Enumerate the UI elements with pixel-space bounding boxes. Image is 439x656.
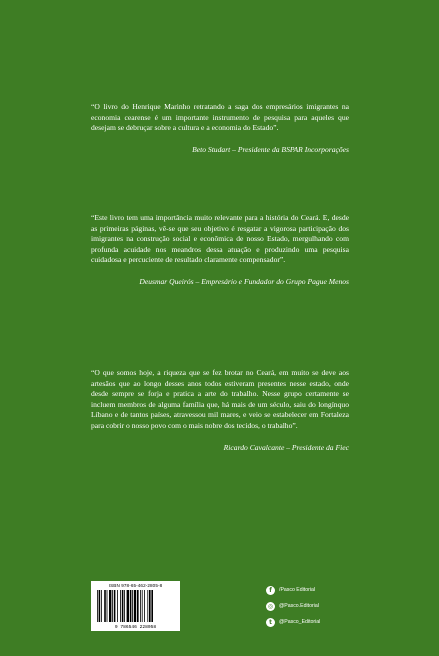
barcode-bar [132, 590, 133, 622]
barcode-bar [124, 590, 125, 622]
instagram-icon: ◎ [267, 602, 274, 610]
social-item-instagram[interactable] [266, 598, 366, 614]
testimonial-author: Deusmar Queirós – Empresário e Fundador do Grupo Pague Menos [139, 276, 349, 286]
social-item-facebook[interactable] [266, 582, 366, 598]
barcode-bar [107, 590, 108, 622]
testimonial-quote: “O que somos hoje, a riqueza que se fez brotar no Ceará, em muito se deve aos artesãos que ao longo desses anos todos estiveram presentes nesse estado, onde desde sempre se forja e pratica a arte do trabalho. Nesse grupo certamente se incluem membros de alguma família que, há mais de um século, saiu do longínquo Líbano e de tantos países, atravessou mil mares, e veio se estabelecer em Fortaleza para cobrir o nosso povo com o mais nobre dos tecidos, o trabalho”. [91, 368, 349, 430]
testimonial-1 [91, 102, 349, 155]
barcode-bar [137, 590, 139, 622]
barcode-digits: 9 786546 228058 [114, 625, 157, 630]
testimonial-author: Beto Studart – Presidente da BSPAR Incorporações [192, 144, 349, 154]
barcode-bar [140, 590, 141, 622]
barcode-bar [142, 590, 143, 622]
twitter-icon: t [266, 618, 275, 627]
social-item-twitter[interactable] [266, 614, 366, 630]
barcode-bar [149, 590, 151, 622]
barcode-bar [109, 590, 111, 622]
barcode-bar [99, 590, 101, 622]
barcode-bar [134, 590, 136, 622]
barcode-bar [104, 590, 106, 622]
barcode-bar [127, 590, 129, 622]
testimonial-2 [91, 213, 349, 288]
social-label: /Pasco Editorial [279, 587, 316, 593]
barcode-bar [97, 590, 98, 622]
social-label: @Pasco.Editorial [279, 603, 319, 609]
facebook-icon: f [266, 586, 275, 595]
isbn-barcode [91, 581, 180, 631]
testimonial-3 [91, 368, 349, 453]
isbn-label: ISBN 978-65-462-2805-8 [108, 583, 163, 588]
barcode-bar [120, 590, 121, 622]
barcode-bar [114, 590, 116, 622]
social-label: @Pasco_Editorial [279, 619, 321, 625]
barcode-bar [130, 590, 132, 622]
testimonial-quote: “O livro do Henrique Marinho retratando a saga dos empresários imigrantes na economia cearense é um importante instrumento de pesquisa para aqueles que desejam se debruçar sobre a cultura e a economia do Estado”. [91, 102, 349, 133]
barcode-bar [144, 590, 145, 622]
testimonial-quote: “Este livro tem uma importância muito relevante para a história do Ceará. E, desde as primeiras páginas, vê-se que seu objetivo é resgatar a vigorosa participação dos imigrantes na construção social e econômica de nosso Estado, mergulhando com profunda acuidade nos meandros dessa atuação e produzindo uma pesquisa cuidadosa e percuciente de resultado claramente compensador”. [91, 213, 349, 265]
barcode-bars [97, 590, 174, 622]
barcode-bar [151, 590, 153, 622]
barcode-bar [117, 590, 118, 622]
barcode-bar [101, 590, 102, 622]
testimonial-author: Ricardo Cavalcante – Presidente da Fiec [223, 442, 349, 452]
barcode-bar [112, 590, 113, 622]
barcode-bar [122, 590, 124, 622]
barcode-bar [147, 590, 148, 622]
social-links [266, 582, 366, 630]
